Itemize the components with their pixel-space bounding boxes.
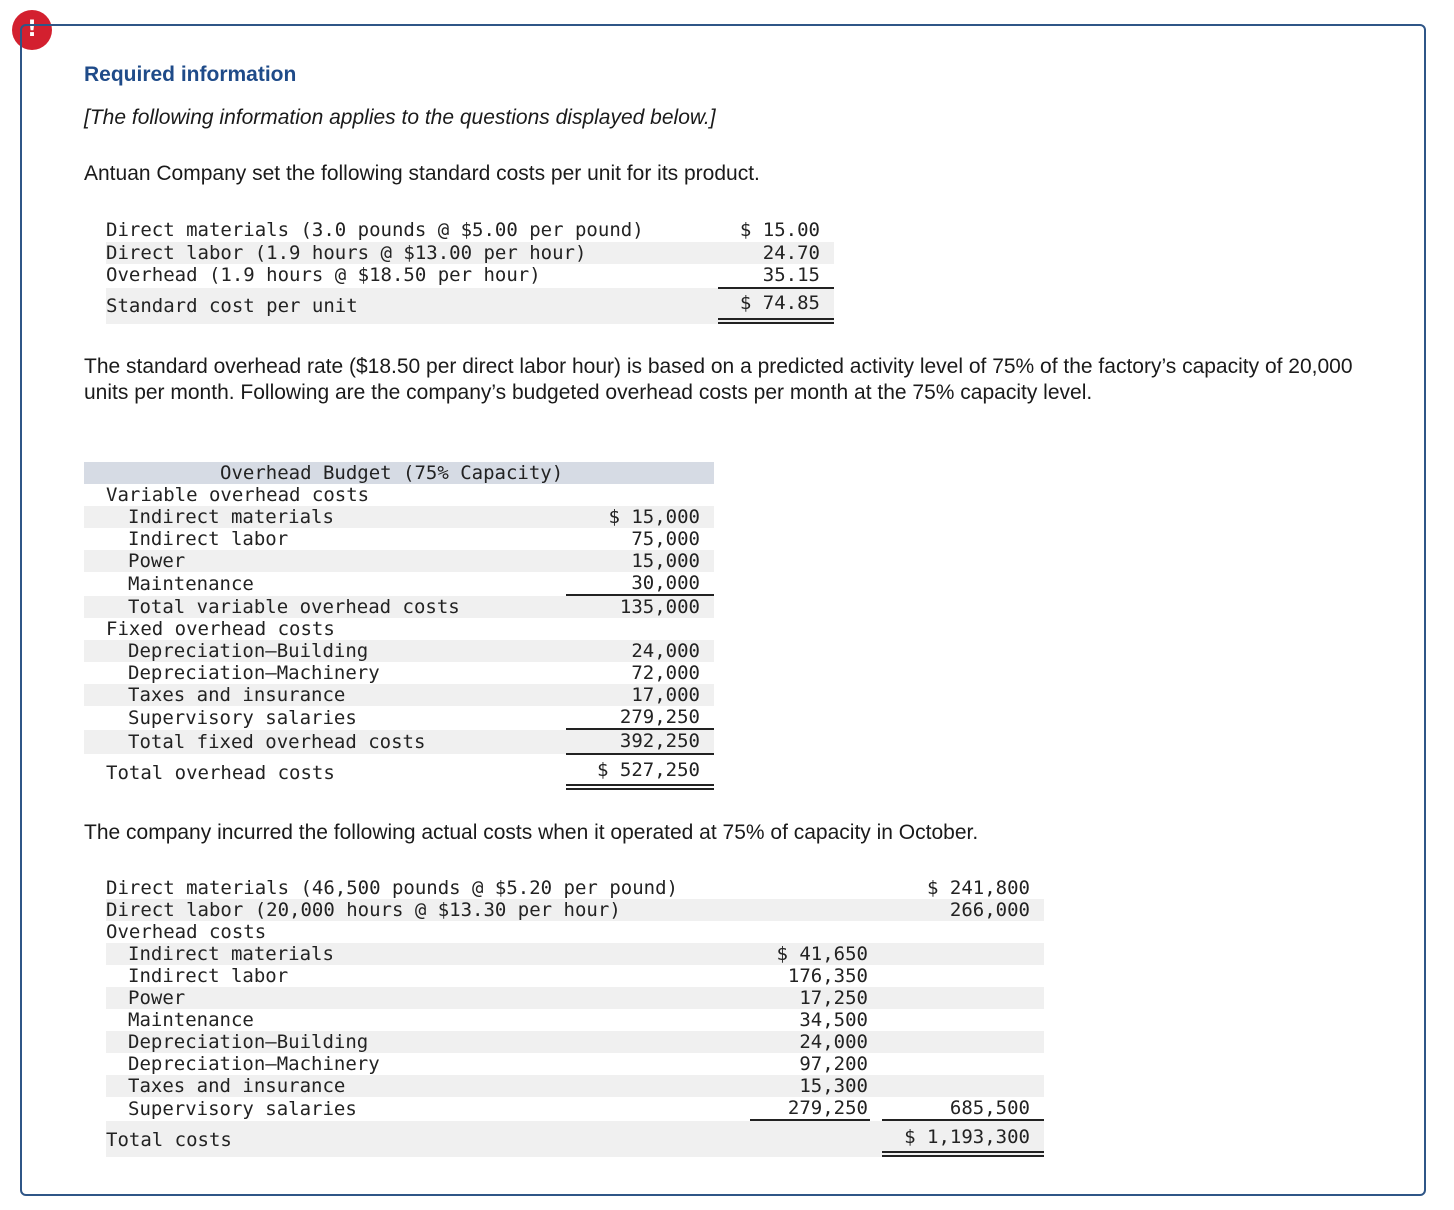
underline — [882, 1119, 1044, 1121]
table-row-value: 15,000 — [631, 550, 700, 572]
table-row-value: 72,000 — [631, 662, 700, 684]
rate-paragraph: The standard overhead rate ($18.50 per direct labor hour) is based on a predicted activity level of 75% of the factory’s capacity of 20,000 units per month. Following are the company’s budgeted overhead costs per month at the 75% capacity level. — [84, 355, 1353, 404]
underline — [718, 287, 834, 289]
actual-paragraph: The company incurred the following actual costs when it operated at 75% of capacity in October. — [84, 821, 979, 844]
table-row-label: Power — [128, 987, 186, 1009]
table-row-label: Supervisory salaries — [128, 707, 357, 729]
section-heading: Fixed overhead costs — [106, 618, 335, 640]
double-underline — [882, 1155, 1044, 1157]
table-row-value: 266,000 — [949, 899, 1030, 921]
table-row-label: Direct labor (1.9 hours @ $13.00 per hour) — [106, 242, 587, 264]
table-row-value: 75,000 — [631, 528, 700, 550]
double-underline — [566, 784, 714, 786]
subtotal-label: Total fixed overhead costs — [128, 731, 426, 753]
table-row-value: 17,250 — [799, 987, 868, 1009]
table-row-value: $ 41,650 — [776, 943, 868, 965]
intro-text: Antuan Company set the following standard costs per unit for its product. — [84, 162, 760, 185]
table-row-value: $ 15.00 — [739, 219, 820, 241]
overhead-total-value: 685,500 — [949, 1097, 1030, 1119]
table-row-label: Direct labor (20,000 hours @ $13.30 per hour) — [106, 899, 621, 921]
subtotal-label: Total variable overhead costs — [128, 596, 460, 618]
table-row-label: Indirect labor — [128, 528, 289, 550]
table-row-value: 176,350 — [787, 965, 868, 987]
double-underline — [718, 318, 834, 320]
table-row-label: Depreciation—Machinery — [128, 662, 380, 684]
table-row-label: Direct materials (3.0 pounds @ $5.00 per pound) — [106, 219, 644, 241]
alert-icon: ! — [12, 10, 52, 50]
table-row-value: $ 241,800 — [927, 877, 1030, 899]
total-label: Standard cost per unit — [106, 295, 358, 317]
table-row-value: 97,200 — [799, 1053, 868, 1075]
table-row-label: Direct materials (46,500 pounds @ $5.20 per pound) — [106, 877, 678, 899]
table-row-value: 15,300 — [799, 1075, 868, 1097]
section-heading: Overhead costs — [106, 921, 267, 943]
section-title: Required information — [84, 63, 297, 86]
table-row-label: Maintenance — [128, 573, 254, 595]
table-row-label: Depreciation—Building — [128, 1031, 369, 1053]
table-row-label: Overhead (1.9 hours @ $18.50 per hour) — [106, 264, 541, 286]
table-row-value: 24,000 — [631, 640, 700, 662]
section-note: [The following information applies to the questions displayed below.] — [84, 106, 716, 129]
table-row-label: Power — [128, 550, 186, 572]
subtotal-value: 392,250 — [619, 730, 700, 752]
table-row-label: Supervisory salaries — [128, 1098, 357, 1120]
row-shade — [106, 987, 1044, 1009]
table-row-label: Depreciation—Building — [128, 640, 369, 662]
total-label: Total costs — [106, 1129, 232, 1151]
total-label: Total overhead costs — [106, 762, 335, 784]
table-row-label: Taxes and insurance — [128, 1075, 346, 1097]
table-row-label: Maintenance — [128, 1009, 254, 1031]
table-row-value: $ 15,000 — [608, 506, 700, 528]
total-value: $ 1,193,300 — [904, 1126, 1030, 1148]
table-title: Overhead Budget (75% Capacity) — [220, 462, 564, 484]
double-underline — [718, 322, 834, 324]
table-row-label: Taxes and insurance — [128, 684, 346, 706]
double-underline — [882, 1151, 1044, 1153]
table-row-value: 34,500 — [799, 1009, 868, 1031]
table-row-value: 30,000 — [631, 572, 700, 594]
table-row-label: Indirect materials — [128, 506, 334, 528]
table-row-value: 35.15 — [762, 264, 820, 286]
table-row-label: Depreciation—Machinery — [128, 1053, 380, 1075]
total-value: $ 74.85 — [739, 292, 820, 314]
table-row-value: 279,250 — [787, 1097, 868, 1119]
table-row-label: Indirect materials — [128, 943, 334, 965]
table-row-value: 279,250 — [619, 706, 700, 728]
section-heading: Variable overhead costs — [106, 484, 370, 506]
table-row-value: 24,000 — [799, 1031, 868, 1053]
underline — [566, 753, 714, 755]
subtotal-value: 135,000 — [619, 596, 700, 618]
underline — [750, 1119, 870, 1121]
total-value: $ 527,250 — [597, 759, 700, 781]
table-row-value: 17,000 — [631, 684, 700, 706]
table-row-label: Indirect labor — [128, 965, 289, 987]
double-underline — [566, 788, 714, 790]
table-row-value: 24.70 — [762, 242, 820, 264]
